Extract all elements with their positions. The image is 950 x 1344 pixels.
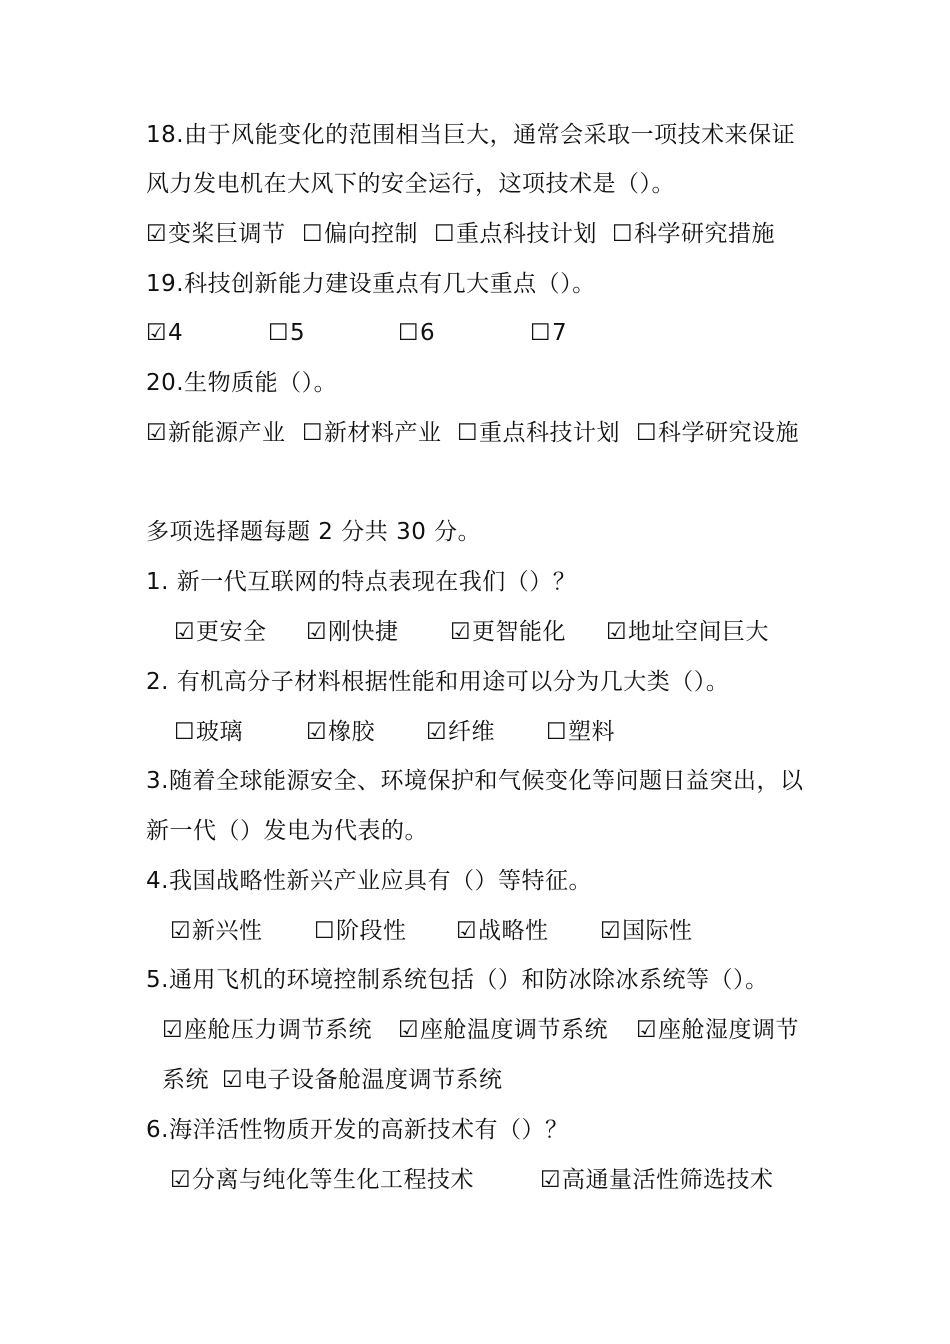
- m4-option-1: [170, 911, 263, 951]
- option-label: 塑料: [568, 719, 615, 745]
- q19-options: [146, 313, 746, 353]
- unchecked-box-icon: ☐: [174, 719, 196, 745]
- m2-question-line1: 2. 有机高分子材料根据性能和用途可以分为几大类（）。: [146, 669, 730, 695]
- unchecked-box-icon: ☐: [612, 221, 634, 247]
- m3-question-line1: 3.随着全球能源安全、环境保护和气候变化等问题日益突出，以: [146, 768, 804, 794]
- m6-options: [170, 1160, 790, 1200]
- section-title: 多项选择题每题 2 分共 30 分。: [146, 519, 482, 545]
- m4-options: [170, 911, 730, 951]
- unchecked-box-icon: ☐: [302, 221, 324, 247]
- q18-options: [146, 214, 846, 254]
- m4-option-3: [456, 911, 549, 951]
- unchecked-box-icon: ☐: [398, 320, 420, 346]
- option-label: 新能源产业: [168, 420, 286, 446]
- m6-question-line1: 6.海洋活性物质开发的高新技术有（）？: [146, 1117, 569, 1143]
- m5-option-3-continued: 系统: [162, 1067, 209, 1093]
- unchecked-box-icon: ☐: [530, 320, 552, 346]
- option-label: 阶段性: [336, 918, 407, 944]
- option-label: 玻璃: [196, 719, 243, 745]
- checked-box-icon: ☑: [450, 619, 472, 645]
- checked-box-icon: ☑: [606, 619, 628, 645]
- checked-box-icon: ☑: [146, 420, 168, 446]
- option-label: 战略性: [478, 918, 549, 944]
- m3-question-line2: 新一代（）发电为代表的。: [146, 818, 428, 844]
- option-label: 纤维: [448, 719, 495, 745]
- unchecked-box-icon: ☐: [314, 918, 336, 944]
- option-label: 座舱压力调节系统: [184, 1017, 372, 1043]
- option-label: 变桨巨调节: [168, 221, 286, 247]
- q19-option-1: [146, 313, 183, 353]
- m1-options: [174, 612, 814, 652]
- option-label: 7: [552, 320, 568, 346]
- m4-option-4: [600, 911, 693, 951]
- unchecked-box-icon: ☐: [546, 719, 568, 745]
- q18-option-3: [434, 214, 597, 254]
- m2-option-3: [426, 712, 495, 752]
- option-label: 座舱湿度调节: [658, 1017, 799, 1043]
- option-label: 5: [290, 320, 306, 346]
- q18-question-line2: 风力发电机在大风下的安全运行，这项技术是（）。: [146, 171, 675, 197]
- option-label: 科学研究设施: [658, 420, 799, 446]
- checked-box-icon: ☑: [306, 619, 328, 645]
- checked-box-icon: ☑: [456, 918, 478, 944]
- q18-question-line1: 18.由于风能变化的范围相当巨大，通常会采取一项技术来保证: [146, 122, 796, 148]
- m2-option-1: [174, 712, 243, 752]
- option-label: 高通量活性筛选技术: [562, 1167, 774, 1193]
- option-label: 座舱温度调节系统: [420, 1017, 608, 1043]
- m1-option-3: [450, 612, 566, 652]
- q20-option-1: [146, 413, 286, 453]
- option-label: 4: [168, 320, 184, 346]
- m4-option-2: [314, 911, 407, 951]
- m1-option-2: [306, 612, 399, 652]
- checked-box-icon: ☑: [426, 719, 448, 745]
- q18-option-4: [612, 214, 775, 254]
- option-label: 更安全: [196, 619, 267, 645]
- q19-option-2: [268, 313, 305, 353]
- m5-option-4: [222, 1060, 503, 1100]
- option-label: 新兴性: [192, 918, 263, 944]
- option-label: 国际性: [622, 918, 693, 944]
- unchecked-box-icon: ☐: [302, 420, 324, 446]
- m6-option-1: [170, 1160, 474, 1200]
- checked-box-icon: ☑: [600, 918, 622, 944]
- m5-option-2: [398, 1010, 608, 1050]
- option-label: 重点科技计划: [479, 420, 620, 446]
- checked-box-icon: ☑: [146, 221, 168, 247]
- m6-option-2: [540, 1160, 774, 1200]
- m5-option-1: [162, 1010, 372, 1050]
- m5-options-row1: [162, 1010, 822, 1050]
- option-label: 橡胶: [328, 719, 375, 745]
- checked-box-icon: ☑: [636, 1017, 658, 1043]
- m5-option-3: [636, 1010, 799, 1050]
- m2-option-4: [546, 712, 615, 752]
- q19-option-3: [398, 313, 435, 353]
- option-label: 刚快捷: [328, 619, 399, 645]
- checked-box-icon: ☑: [170, 918, 192, 944]
- unchecked-box-icon: ☐: [636, 420, 658, 446]
- m1-option-4: [606, 612, 769, 652]
- unchecked-box-icon: ☐: [457, 420, 479, 446]
- checked-box-icon: ☑: [540, 1167, 562, 1193]
- q18-option-1: [146, 214, 286, 254]
- option-label: 分离与纯化等生化工程技术: [192, 1167, 474, 1193]
- m2-option-2: [306, 712, 375, 752]
- checked-box-icon: ☑: [174, 619, 196, 645]
- option-label: 新材料产业: [324, 420, 442, 446]
- m1-question-line1: 1. 新一代互联网的特点表现在我们（）？: [146, 569, 577, 595]
- q20-option-4: [636, 413, 799, 453]
- checked-box-icon: ☑: [170, 1167, 192, 1193]
- checked-box-icon: ☑: [146, 320, 168, 346]
- m2-options: [174, 712, 674, 752]
- checked-box-icon: ☑: [162, 1017, 184, 1043]
- option-label: 重点科技计划: [456, 221, 597, 247]
- m1-option-1: [174, 612, 267, 652]
- q19-option-4: [530, 313, 567, 353]
- checked-box-icon: ☑: [398, 1017, 420, 1043]
- q20-option-3: [457, 413, 620, 453]
- option-label: 电子设备舱温度调节系统: [244, 1067, 503, 1093]
- q20-options: [146, 413, 846, 453]
- checked-box-icon: ☑: [306, 719, 328, 745]
- option-label: 偏向控制: [324, 221, 418, 247]
- q20-option-2: [302, 413, 442, 453]
- option-label: 6: [420, 320, 436, 346]
- option-label: 更智能化: [472, 619, 566, 645]
- q18-option-2: [302, 214, 418, 254]
- m5-options-row2: [162, 1060, 562, 1100]
- unchecked-box-icon: ☐: [434, 221, 456, 247]
- m5-question-line1: 5.通用飞机的环境控制系统包括（）和防冰除冰系统等（）。: [146, 967, 769, 993]
- q20-question-line1: 20.生物质能（）。: [146, 370, 338, 396]
- m4-question-line1: 4.我国战略性新兴产业应具有（）等特征。: [146, 868, 592, 894]
- checked-box-icon: ☑: [222, 1067, 244, 1093]
- option-label: 地址空间巨大: [628, 619, 769, 645]
- unchecked-box-icon: ☐: [268, 320, 290, 346]
- q19-question-line1: 19.科技创新能力建设重点有几大重点（）。: [146, 271, 596, 297]
- option-label: 科学研究措施: [634, 221, 775, 247]
